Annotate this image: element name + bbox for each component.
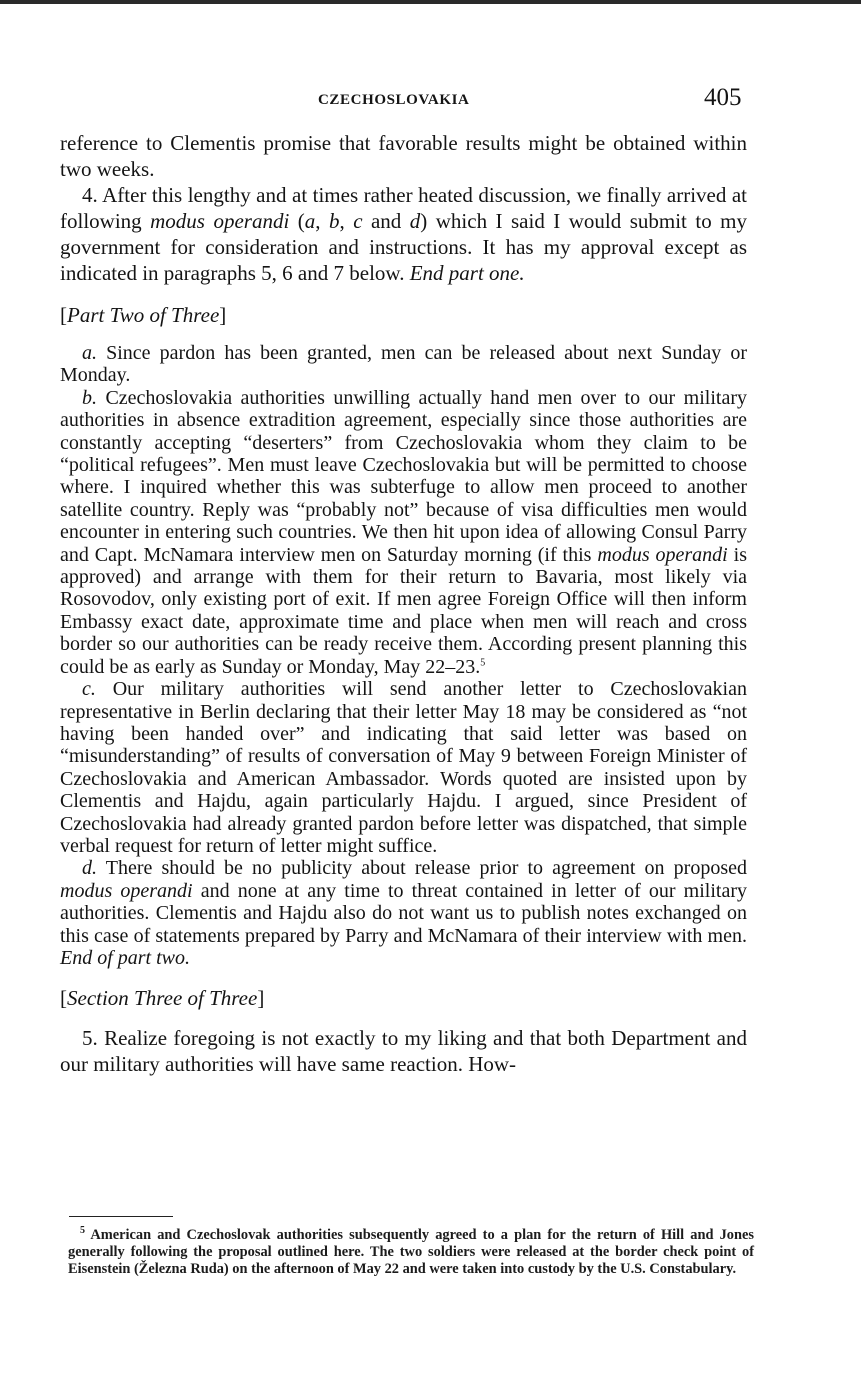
item-letter: d. [82,857,97,880]
section-label-text: Section Three of Three [67,986,258,1011]
paragraph-text: There should be no publicity about release prior to agreement on proposed [97,857,747,880]
paragraph-text: reference to Clementis promise that favorable results might be obtained within two weeks. [60,131,747,181]
paragraph-text: , [339,209,354,233]
section-label-text: Part Two of Three [67,303,220,327]
item-letter: b. [82,386,97,409]
item-letter: a. [82,342,97,364]
paragraph-5 [60,1025,747,1077]
bracket: [ [60,303,67,327]
paragraph-text: ) which I said I would submit to my government for consideration and instructions. It has my approval except as indicated in paragraphs 5, 6 and 7 below. [60,209,747,285]
paragraph-d [60,857,747,969]
footnote-rule [69,1216,173,1217]
end-marker: End of part two. [60,946,191,969]
section-three-heading [60,985,747,1011]
footnote [68,1227,754,1279]
body-text [60,130,747,1077]
paragraph-text: 4. After this lengthy and at times rather heated discussion, we finally arrived at following [60,183,747,233]
paragraph-text: , [315,209,329,233]
paragraph-4 [60,182,747,286]
italic-letter: c [353,209,363,233]
paragraph-text: Czechoslovakia authorities unwilling actually hand men over to our military authorities in absence extradition agreement, especially since those authorities are constantly accepting “deserters” from Czechoslovakia whom they claim to be “political refugees”. Men must leave Czechoslovakia but will be permitted to choose where. I inquired whether this was subterfuge to allow men proceed to another satellite country. Reply was “probably not” because of visa difficulties men would encounter in entering such countries. We then hit upon idea of allowing Consul Parry and Capt. McNamara interview men on Saturday morning (if this [60,386,747,566]
running-head [0,84,861,114]
italic-letter: a [304,209,316,233]
part-two-heading [60,302,747,328]
paragraph-continuation [60,130,747,182]
end-marker: End part one. [409,261,525,285]
page-number: 405 [704,84,742,111]
paragraph-a [60,342,747,387]
italic-term: modus operandi [597,543,728,566]
paragraph-c [60,678,747,857]
running-title: CZECHOSLOVAKIA [318,92,470,108]
bracket: ] [257,986,265,1011]
paragraph-text: and [362,209,410,233]
footnote-marker: 5 [80,1225,85,1237]
paragraph-text: 5. Realize foregoing is not exactly to my liking and that both Department and our military authorities will have same reaction. How- [60,1026,747,1077]
italic-letter: b [328,209,340,233]
bracket: [ [60,986,67,1011]
paragraph-text: ( [289,209,305,233]
item-letter: c. [82,678,96,701]
paragraph-text: and none at any time to threat contained in letter of our military authorities. Clementis and Hajdu also do not want us to publish notes exchanged on this case of statements prepared by Parry and McNamara of their interview with men. [60,879,747,947]
top-border-rule [0,0,861,4]
paragraph-text: Our military authorities will send another letter to Czechoslovakian representative in Berlin declaring that their letter May 18 may be considered as “not having been handed over” and indicating that said letter was based on “misunderstanding” of results of conversation of May 9 between Foreign Minister of Czechoslovakia and American Ambassador. Words quoted are insisted upon by Clementis and Hajdu, again particularly Hajdu. I argued, since President of Czechoslovakia had already granted pardon before letter was dispatched, that simple verbal request for return of letter might suffice. [60,678,747,857]
footnote-reference: 5 [480,657,486,669]
italic-term: modus operandi [60,879,193,902]
italic-letter: d [409,209,421,233]
footnote-text: American and Czechoslovak authorities subsequently agreed to a plan for the return of Hill and Jones generally following the proposal outlined here. The two soldiers were released at the border check point of Eisenstein (Železna Ruda) on the afternoon of May 22 and were taken into custody by the U.S. Constabulary. [68,1227,754,1278]
bracket: ] [219,303,227,327]
paragraph-b [60,387,747,678]
paragraph-text: is approved) and arrange with them for their return to Bavaria, most likely via Rosovodov, only existing port of exit. If men agree Foreign Office will then inform Embassy exact date, approximate time and place when men will reach and cross border so our authorities can be ready receive them. According present planning this could be as early as Sunday or Monday, May 22–23. [60,543,748,678]
italic-term: modus operandi [150,209,290,233]
paragraph-text: Since pardon has been granted, men can be released about next Sunday or Monday. [60,342,747,387]
